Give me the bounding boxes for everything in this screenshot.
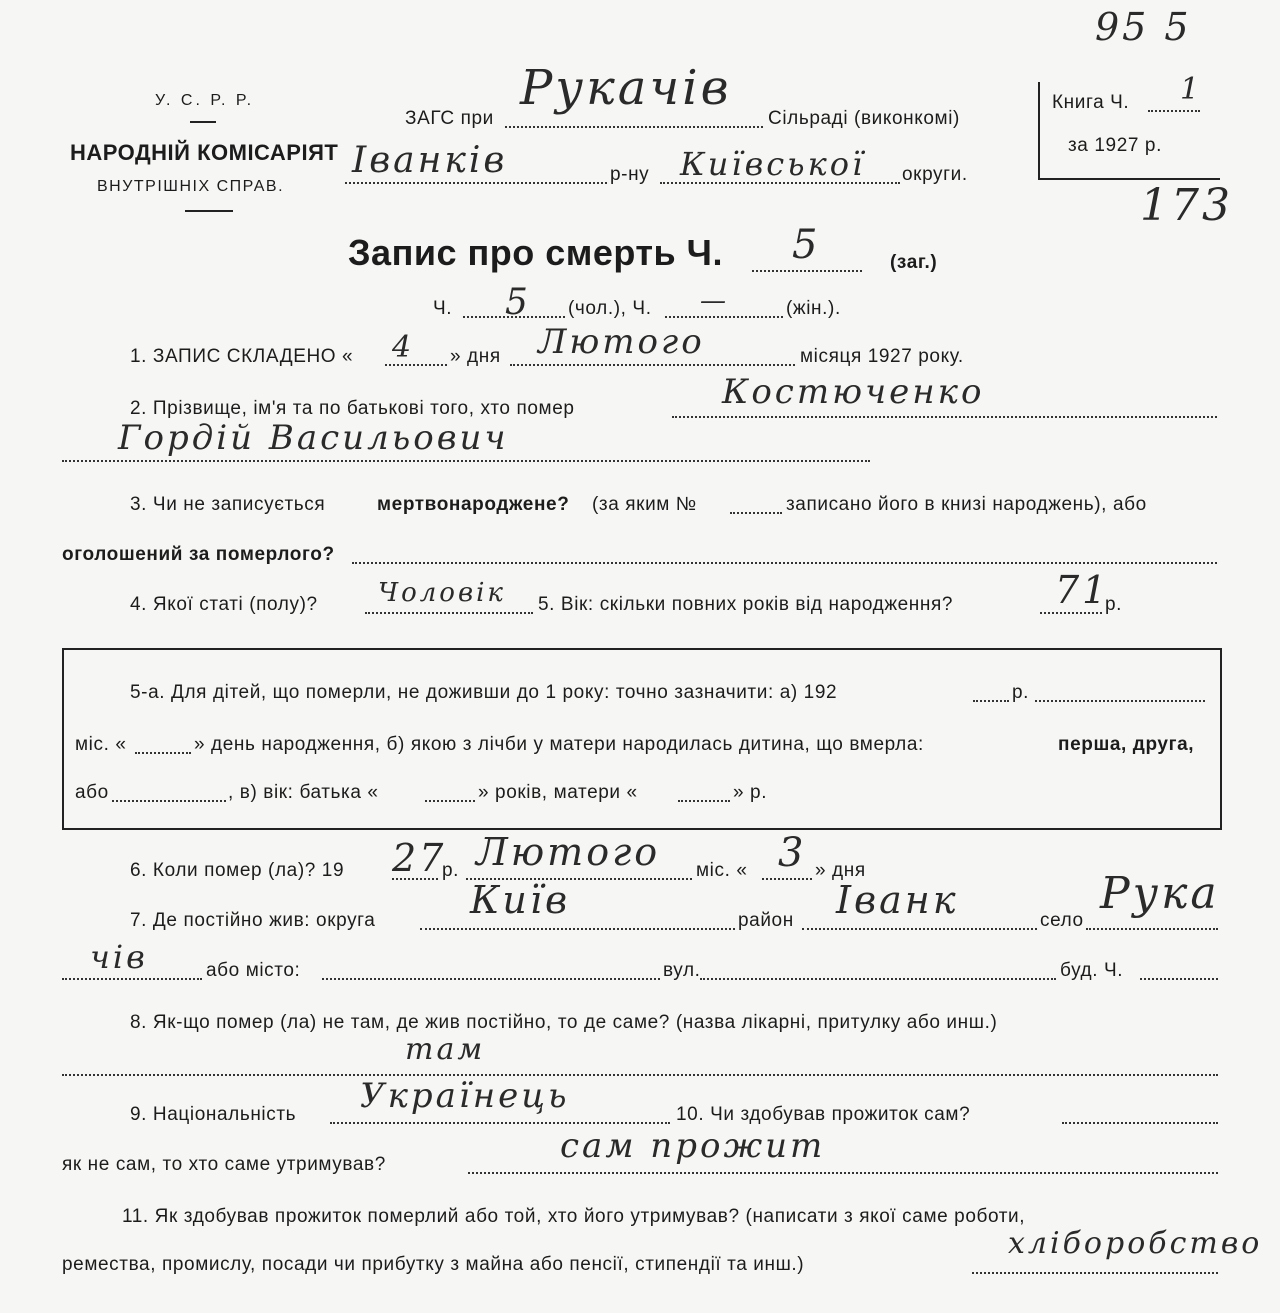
item5-unit: р. bbox=[1105, 594, 1123, 615]
item9-value-handwritten: Українець bbox=[360, 1076, 570, 1116]
item6-day-label: » дня bbox=[815, 860, 866, 881]
item5a-line2-a: міс. « bbox=[75, 734, 127, 755]
record-number-handwritten: 5 bbox=[792, 222, 821, 268]
item5a-line3-c: » років, матери « bbox=[478, 782, 638, 803]
item7-selo-label: село bbox=[1040, 910, 1084, 931]
book-label: Книга Ч. bbox=[1052, 92, 1130, 113]
item7-okruha-handwritten: Київ bbox=[470, 878, 571, 922]
male-label: (чол.), Ч. bbox=[568, 298, 652, 319]
item1-day-handwritten: 4 bbox=[392, 330, 415, 365]
item5-age-handwritten: 71 bbox=[1055, 568, 1110, 612]
item6-year-label: р. bbox=[442, 860, 460, 881]
item7-street-label: вул. bbox=[663, 960, 701, 981]
item1-day-label: » дня bbox=[450, 346, 501, 367]
item7-rayon-handwritten: Іванк bbox=[836, 878, 959, 922]
item7-house-label: буд. Ч. bbox=[1060, 960, 1124, 981]
form-title: Запис про смерть Ч. bbox=[348, 232, 723, 273]
commissariat-label: НАРОДНІЙ КОМІСАРІЯТ bbox=[70, 140, 339, 165]
year-label: за 1927 р. bbox=[1068, 135, 1162, 156]
female-count-handwritten: — bbox=[700, 286, 729, 316]
item7-cont-handwritten: чів bbox=[90, 938, 148, 976]
ussr-label: У. С. Р. Р. bbox=[155, 92, 255, 109]
item6-month-handwritten: Лютого bbox=[476, 830, 661, 874]
title-suffix: (заг.) bbox=[890, 252, 938, 273]
item5a-line3-b: , в) вік: батька « bbox=[228, 782, 379, 803]
item8-label: 8. Як-що помер (ла) не там, де жив постійно, то де саме? (назва лікарні, притулку або инш.) bbox=[130, 1012, 998, 1033]
item9-label: 9. Національність bbox=[130, 1104, 297, 1125]
item6-month-label: міс. « bbox=[696, 860, 748, 881]
item2-surname-handwritten: Костюченко bbox=[722, 372, 985, 412]
item11-value-handwritten: хліборобство bbox=[1008, 1226, 1263, 1261]
item3-label-e: оголошений за померлого? bbox=[62, 544, 335, 565]
zags-label: ЗАГС при bbox=[405, 108, 494, 129]
item10-value-handwritten: сам прожит bbox=[560, 1126, 826, 1166]
book-number-handwritten: 1 bbox=[1180, 72, 1203, 107]
item1-label: 1. ЗАПИС СКЛАДЕНО « bbox=[130, 346, 354, 367]
rayon-label: р-ну bbox=[610, 164, 650, 185]
corner-number-handwritten: 173 bbox=[1140, 180, 1233, 231]
okruha-label: округи. bbox=[902, 164, 968, 185]
item3-label-b: мертвонароджене? bbox=[377, 494, 570, 515]
item1-month-label: місяця 1927 року. bbox=[800, 346, 964, 367]
item5a-line1: 5-а. Для дітей, що померли, не доживши до 1 року: точно зазначити: а) 192 bbox=[130, 682, 838, 703]
item4-label: 4. Якої статі (полу)? bbox=[130, 594, 318, 615]
item3-label-d: записано його в книзі народжень), або bbox=[786, 494, 1147, 515]
item5a-line2-b: » день народження, б) якою з лічби у матери народилась дитина, що вмерла: bbox=[194, 734, 924, 755]
item5-label: 5. Вік: скільки повних років від народження? bbox=[538, 594, 954, 615]
item10-label: 10. Чи здобував прожиток сам? bbox=[676, 1104, 971, 1125]
item5a-line1-end: р. bbox=[1012, 682, 1030, 703]
divider bbox=[190, 121, 216, 123]
item2-label: 2. Прізвище, ім'я та по батькові того, хто помер bbox=[130, 398, 575, 419]
internal-affairs-label: ВНУТРІШНІХ СПРАВ. bbox=[97, 178, 285, 195]
item6-day-handwritten: 3 bbox=[778, 830, 807, 876]
okruha-handwritten: Київської bbox=[680, 145, 866, 183]
item1-month-handwritten: Лютого bbox=[538, 322, 705, 362]
item6-year-handwritten: 27 bbox=[392, 836, 447, 880]
divider bbox=[185, 210, 233, 212]
item11-label: 11. Як здобував прожиток померлий або той, хто його утримував? (написати з якої саме роботи, bbox=[122, 1206, 1026, 1227]
corner-note-handwritten: 95 5 bbox=[1095, 5, 1192, 49]
zags-handwritten: Рукачів bbox=[520, 60, 732, 116]
item3-label-c: (за яким № bbox=[592, 494, 697, 515]
item8-value-handwritten: там bbox=[405, 1032, 486, 1067]
item5a-line2-c: перша, друга, bbox=[1058, 734, 1195, 755]
item7-label: 7. Де постійно жив: округа bbox=[130, 910, 376, 931]
council-label: Сільраді (виконкомі) bbox=[768, 108, 960, 129]
male-count-handwritten: 5 bbox=[505, 282, 531, 323]
item7-rayon-label: район bbox=[738, 910, 794, 931]
item5a-line3-d: » р. bbox=[733, 782, 768, 803]
item6-label: 6. Коли помер (ла)? 19 bbox=[130, 860, 345, 881]
item10-label2: як не сам, то хто саме утримував? bbox=[62, 1154, 386, 1175]
item5a-line3-a: або bbox=[75, 782, 109, 803]
subtitle-ch-label: Ч. bbox=[433, 298, 453, 319]
female-label: (жін.). bbox=[786, 298, 841, 319]
item4-value-handwritten: Чоловік bbox=[378, 578, 506, 608]
rayon-handwritten: Іванків bbox=[352, 140, 508, 181]
item2-name-handwritten: Гордій Васильович bbox=[118, 418, 509, 458]
item3-label-a: 3. Чи не записується bbox=[130, 494, 326, 515]
item11-label2: ремества, промислу, посади чи прибутку з майна або пенсії, стипендії та инш.) bbox=[62, 1254, 805, 1275]
item7-selo-handwritten: Рука bbox=[1100, 868, 1220, 919]
item7-city-label: або місто: bbox=[206, 960, 301, 981]
